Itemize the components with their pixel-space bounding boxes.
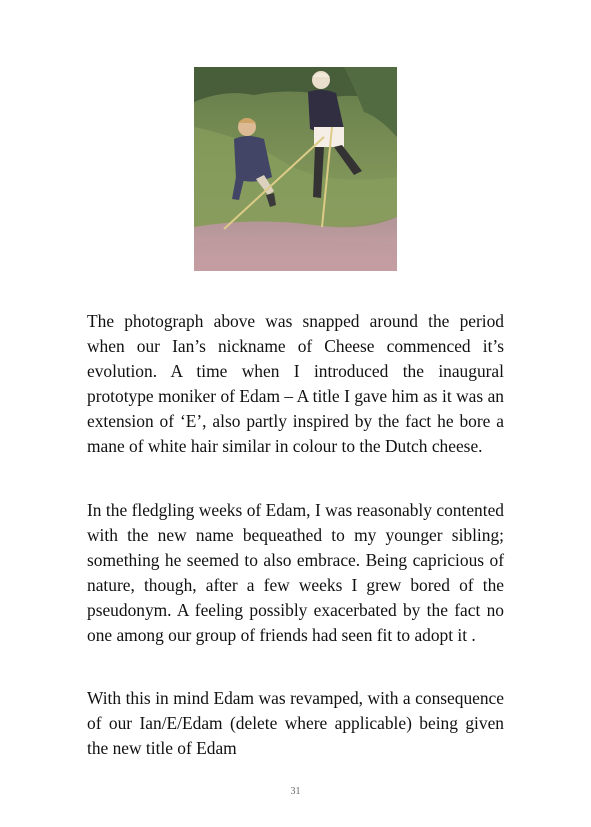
paragraph-2: In the fledgling weeks of Edam, I was reasonably contented with the new name bequeathed to my younger sibling; something he seemed to also embrace. Being capricious of nature, though, after a few weeks I grew bored of the pseudonym. A feeling possibly exacerbated by the fact no one among our group of friends had seen fit to adopt it . [87,500,504,645]
photograph [194,67,397,271]
paragraph-1: The photograph above was snapped around the period when our Ian’s nickname of Cheese commenced it’s evolution. A time when I introduced the inaugural prototype moniker of Edam – A title I gave him as it was an extension of ‘E’, also partly inspired by the fact he bore a mane of white hair similar in colour to the Dutch cheese. [87,311,504,456]
paragraph-3: With this in mind Edam was revamped, with a consequence of our Ian/E/Edam (delete where applicable) being given the new title of Edam [87,688,504,758]
page-number: 31 [290,786,301,797]
